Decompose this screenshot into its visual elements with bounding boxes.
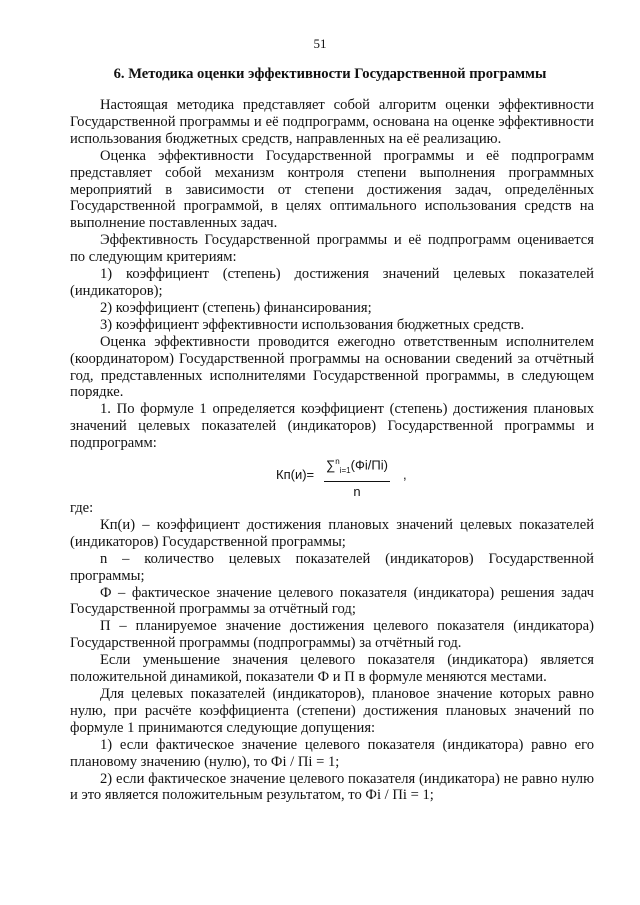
document-body xyxy=(70,97,594,804)
formula-comma: , xyxy=(403,467,407,483)
paragraph-step-1: 1. По формуле 1 определяется коэффициент (степень) достижения плановых значений целевых показателей (индикаторов) Государственной программы и подпрограмм: xyxy=(70,401,594,452)
sum-symbol: ∑ xyxy=(326,457,336,473)
paragraph-swap-rule: Если уменьшение значения целевого показателя (индикатора) является положительной динамикой, показатели Ф и П в формуле меняются местами. xyxy=(70,652,594,686)
paragraph-mechanism: Оценка эффективности Государственной программы и её подпрограмм представляет собой механизм контроля степени выполнения программных мероприятий в зависимости от степени достижения задач, определённых Государственной программой, в целях оптимального использования средств на выполнение поставленных задач. xyxy=(70,147,594,232)
sum-lower-limit: i=1 xyxy=(339,465,351,475)
criterion-3: 3) коэффициент эффективности использования бюджетных средств. xyxy=(100,316,525,333)
criterion-2: 2) коэффициент (степень) финансирования; xyxy=(100,299,372,316)
criterion-1: 1) коэффициент (степень) достижения значений целевых показателей (индикаторов); xyxy=(70,266,594,299)
assumption-1: 1) если фактическое значение целевого показателя (индикатора) равно его плановому значению (нулю), то Фi / Пi = 1; xyxy=(70,736,594,770)
section-title: 6. Методика оценки эффективности Государственной программы xyxy=(113,66,547,82)
paragraph-procedure: Оценка эффективности проводится ежегодно ответственным исполнителем (координатором) Государственной программы на основании сведений за отчётный год, представленных исполнителями Государственной программы, в следующем порядке. xyxy=(70,333,594,401)
where-label: где: xyxy=(70,500,94,517)
paragraph-intro: Настоящая методика представляет собой алгоритм оценки эффективности Государственной программы и её подпрограмм, основана на оценке эффективности использования бюджетных средств, направленных на её реализацию. xyxy=(70,97,594,147)
formula-1 xyxy=(70,452,594,500)
definition-p: П – планируемое значение достижения целевого показателя (индикатора) Государственной программы (подпрограммы) за отчётный год. xyxy=(70,618,594,652)
formula-lhs: Кп(и)= xyxy=(276,467,315,483)
definition-kpi: Кп(и) – коэффициент достижения плановых значений целевых показателей (индикаторов) Государственной программы; xyxy=(70,516,594,550)
definition-f: Ф – фактическое значение целевого показателя (индикатора) решения задач Государственной программы за отчётный год; xyxy=(70,584,594,618)
formula-numerator xyxy=(324,454,390,482)
assumption-2: 2) если фактическое значение целевого показателя (индикатора) не равно нулю и это является положительным результатом, то Фi / Пi = 1; xyxy=(70,770,594,804)
sum-upper-limit: n xyxy=(335,457,340,467)
formula-fraction xyxy=(324,454,390,501)
sum-term: (Фi/Пi) xyxy=(350,457,388,473)
page-number: 51 xyxy=(313,36,327,51)
paragraph-criteria-intro: Эффективность Государственной программы и её подпрограмм оценивается по следующим критериям: xyxy=(70,232,594,266)
paragraph-zero-plan: Для целевых показателей (индикаторов), плановое значение которых равно нулю, при расчёте коэффициента (степени) достижения плановых значений по формуле 1 принимаются следующие допущения: xyxy=(70,686,594,736)
definition-n: n – количество целевых показателей (индикаторов) Государственной программы; xyxy=(70,550,594,584)
formula-denominator: n xyxy=(353,483,361,499)
